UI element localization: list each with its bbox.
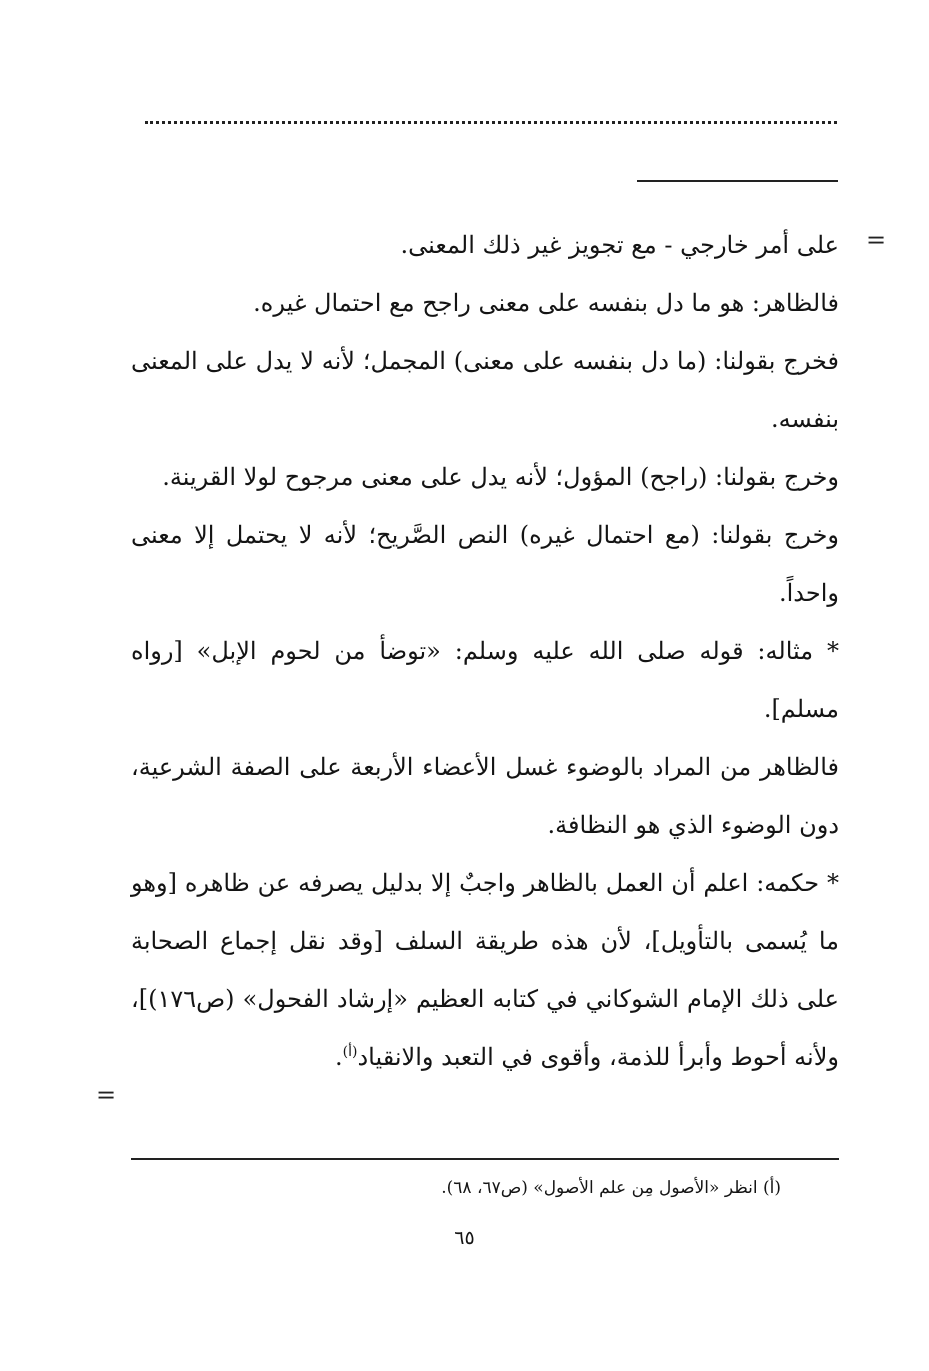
final-period: . [334, 1043, 343, 1071]
paragraph-6: * مثاله: قوله صلى الله عليه وسلم: «توضأ من لحوم الإبل» [رواه مسلم]. [131, 637, 839, 723]
continuation-mark-top: = [866, 226, 887, 254]
paragraph-8 [131, 854, 839, 1086]
footnote: (أ) انظر «الأصول مِن علم الأصول» (ص٦٧، ٦٨). [441, 1178, 781, 1198]
paragraph-3: فخرج بقولنا: (ما دل بنفسه على معنى) المجمل؛ لأنه لا يدل على المعنى بنفسه. [131, 347, 839, 433]
paragraph-5: وخرج بقولنا: (مع احتمال غيره) النص الصَّريح؛ لأنه لا يحتمل إلا معنى واحداً. [131, 521, 840, 607]
footnote-reference[interactable]: (أ) [342, 1044, 358, 1060]
paragraph-4: وخرج بقولنا: (راجح) المؤول؛ لأنه يدل على معنى مرجوح لولا القرينة. [162, 463, 839, 491]
top-short-rule [637, 180, 838, 182]
paragraph-1: على أمر خارجي - مع تجويز غير ذلك المعنى. [400, 231, 839, 259]
paragraph-2: فالظاهر: هو ما دل بنفسه على معنى راجح مع احتمال غيره. [253, 289, 839, 317]
page-number: ٦٥ [454, 1227, 475, 1249]
footnote-separator [131, 1158, 839, 1160]
main-text [131, 216, 839, 1086]
continuation-mark-bottom: = [96, 1081, 117, 1109]
dotted-separator [145, 121, 837, 124]
paragraph-8-text: * حكمه: اعلم أن العمل بالظاهر واجبٌ إلا بدليل يصرفه عن ظاهره [وهو ما يُسمى بالتأويل]، لأن هذه طريقة السلف [وقد نقل إجماع الصحابة على ذلك الإمام الشوكاني في كتابه العظيم «إرشاد الفحول» (ص١٧٦)]، ولأنه أحوط وأبرأ للذمة، وأقوى في التعبد والانقياد [131, 869, 839, 1071]
paragraph-7: فالظاهر من المراد بالوضوء غسل الأعضاء الأربعة على الصفة الشرعية، دون الوضوء الذي هو النظافة. [131, 753, 839, 839]
